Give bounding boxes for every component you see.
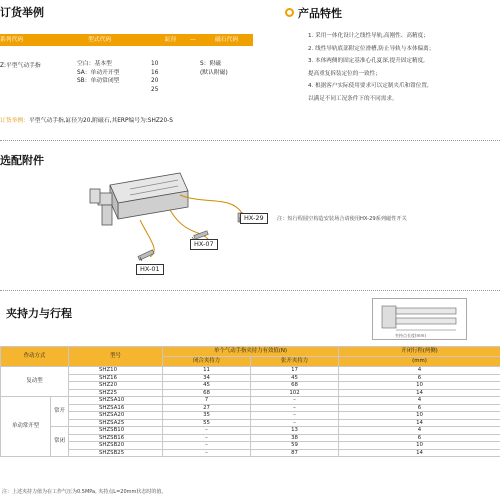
cell-stroke: 14 (339, 449, 500, 457)
order-example (0, 115, 173, 124)
table-row (1, 404, 500, 412)
table-row (1, 427, 500, 435)
series-value: Z:平型气动手指 (0, 63, 41, 69)
cell-model: SHZSB25 (69, 449, 163, 457)
cell-stroke: 14 (339, 419, 500, 427)
table-row (1, 419, 500, 427)
cell-model: SHZSA25 (69, 419, 163, 427)
cell-open: – (251, 412, 339, 420)
header-open: 张开夹持力 (251, 357, 339, 367)
group-single: 单动常开型 (1, 397, 51, 457)
model-value: SB：单动常闭型 (77, 78, 120, 84)
cell-open: 68 (251, 382, 339, 390)
cell-model: SHZSB16 (69, 434, 163, 442)
force-note: 注：上述夹持力值为在工作气压为0.5MPa, 夹持点L=20mm状态时的值。 (2, 489, 167, 495)
feature-item: 提高重复拆装定位的一致性； (308, 70, 381, 77)
cell-closed: 68 (163, 389, 251, 397)
cell-stroke: 6 (339, 434, 500, 442)
table-row (1, 367, 500, 375)
cell-closed: – (163, 434, 251, 442)
accessory-label-hx01: HX-01 (136, 264, 164, 275)
magnet-value: (默认附磁) (200, 69, 228, 76)
feature-item: 以满足不同工况条件下的不同需求。 (308, 95, 398, 102)
table-row (1, 434, 500, 442)
cell-model: SHZSB20 (69, 442, 163, 450)
header-mode: 作动方式 (1, 347, 69, 367)
cell-closed: 11 (163, 367, 251, 375)
accessory-note: 注：短行程圆空构造安装场合请使用HX-29系列磁性开关 (277, 216, 407, 222)
cell-model: SHZSA20 (69, 412, 163, 420)
accessories-title: 选配附件 (0, 154, 44, 167)
cell-closed: – (163, 442, 251, 450)
features-list (308, 30, 434, 105)
model-value: SA：单动开开型 (77, 69, 120, 76)
bore-values (151, 60, 158, 94)
group-normally-closed: 常闭 (51, 427, 69, 457)
cell-model: SHZ16 (69, 374, 163, 382)
cell-open: 87 (251, 449, 339, 457)
cell-stroke: 6 (339, 404, 500, 412)
feature-item: 1. 采用一体化设计之线性导轨,高刚性、高精度； (308, 33, 429, 39)
cell-open: 17 (251, 367, 339, 375)
feature-item: 2. 线性导轨底部附定位滑槽,防止导轨与本体偏离； (308, 45, 435, 52)
bore-value: 10 (151, 61, 159, 67)
order-header-row (0, 34, 253, 46)
cell-stroke: 4 (339, 427, 500, 435)
feature-item: 3. 本体两侧的固定基准心孔夏深,提升固定精度, (308, 58, 425, 64)
col-bore: 缸径 (165, 37, 177, 43)
cell-stroke: 4 (339, 397, 500, 405)
cell-closed: 27 (163, 404, 251, 412)
cell-closed: 35 (163, 412, 251, 420)
header-model: 型号 (69, 347, 163, 367)
gripper-image (90, 173, 188, 225)
col-magnet: 磁石代码 (215, 37, 239, 43)
cell-closed: – (163, 449, 251, 457)
cell-model: SHZSA10 (69, 397, 163, 405)
cell-closed: 7 (163, 397, 251, 405)
cell-closed: 55 (163, 419, 251, 427)
force-table (0, 346, 500, 457)
divider-2 (0, 290, 500, 291)
cell-open: 102 (251, 389, 339, 397)
table-row (1, 389, 500, 397)
model-values (77, 60, 120, 86)
cell-open: – (251, 404, 339, 412)
bore-value: 16 (151, 69, 159, 76)
cell-open: 13 (251, 427, 339, 435)
feature-item: 4. 根据客户实际使用要求可以定制夹爪和钳位置, (308, 83, 429, 89)
cell-open: 59 (251, 442, 339, 450)
cell-stroke: 10 (339, 412, 500, 420)
group-normally-open: 常开 (51, 397, 69, 427)
table-row (1, 382, 500, 390)
col-model: 型式代码 (88, 37, 112, 43)
table-row (1, 397, 500, 405)
cell-model: SHZ20 (69, 382, 163, 390)
accessory-illustration (80, 165, 260, 275)
magnet-values (200, 60, 228, 77)
table-row (1, 412, 500, 420)
cell-closed: 34 (163, 374, 251, 382)
magnet-value: S：附磁 (200, 61, 222, 67)
accessory-label-hx07: HX-07 (190, 239, 218, 250)
cell-model: SHZSA16 (69, 404, 163, 412)
cell-open: – (251, 419, 339, 427)
force-diagram-caption: 夹持点长度(mm) (395, 333, 426, 338)
divider-1 (0, 140, 500, 141)
cell-open: 38 (251, 434, 339, 442)
force-title: 夹持力与行程 (6, 307, 72, 320)
col-series: 系列代码 (0, 37, 24, 43)
group-double: 复动型 (1, 367, 69, 397)
cell-model: SHZ10 (69, 367, 163, 375)
cell-stroke: 6 (339, 374, 500, 382)
header-closed: 闭合夹持力 (163, 357, 251, 367)
bore-value: 25 (151, 86, 159, 93)
cell-model: SHZSB10 (69, 427, 163, 435)
features-title: 产品特性 (298, 7, 342, 20)
example-text: 平型气动手指,缸径为20,附磁石,其ERP编号为:SHZ20-S (29, 118, 173, 124)
bore-value: 20 (151, 78, 159, 84)
col-dash: — (190, 37, 196, 43)
cell-stroke: 14 (339, 389, 500, 397)
cell-stroke: 10 (339, 382, 500, 390)
cell-stroke: 4 (339, 367, 500, 375)
accessory-label-hx29: HX-29 (240, 213, 268, 224)
table-row (1, 442, 500, 450)
header-stroke: 开闭行程(两侧) (339, 347, 500, 357)
cell-open: 45 (251, 374, 339, 382)
cell-closed: – (163, 427, 251, 435)
model-value: 空白：基本型 (77, 61, 112, 67)
table-row (1, 449, 500, 457)
header-force-group: 单个气动手指夹持力有效值(N) (163, 347, 339, 357)
example-label: 订货举例： (0, 118, 29, 124)
order-title: 订货举例 (0, 6, 44, 19)
features-circle-icon (285, 8, 294, 17)
cell-open: – (251, 397, 339, 405)
header-stroke-unit: (mm) (339, 357, 500, 367)
cell-closed: 45 (163, 382, 251, 390)
cell-model: SHZ25 (69, 389, 163, 397)
table-row (1, 374, 500, 382)
cell-stroke: 10 (339, 442, 500, 450)
